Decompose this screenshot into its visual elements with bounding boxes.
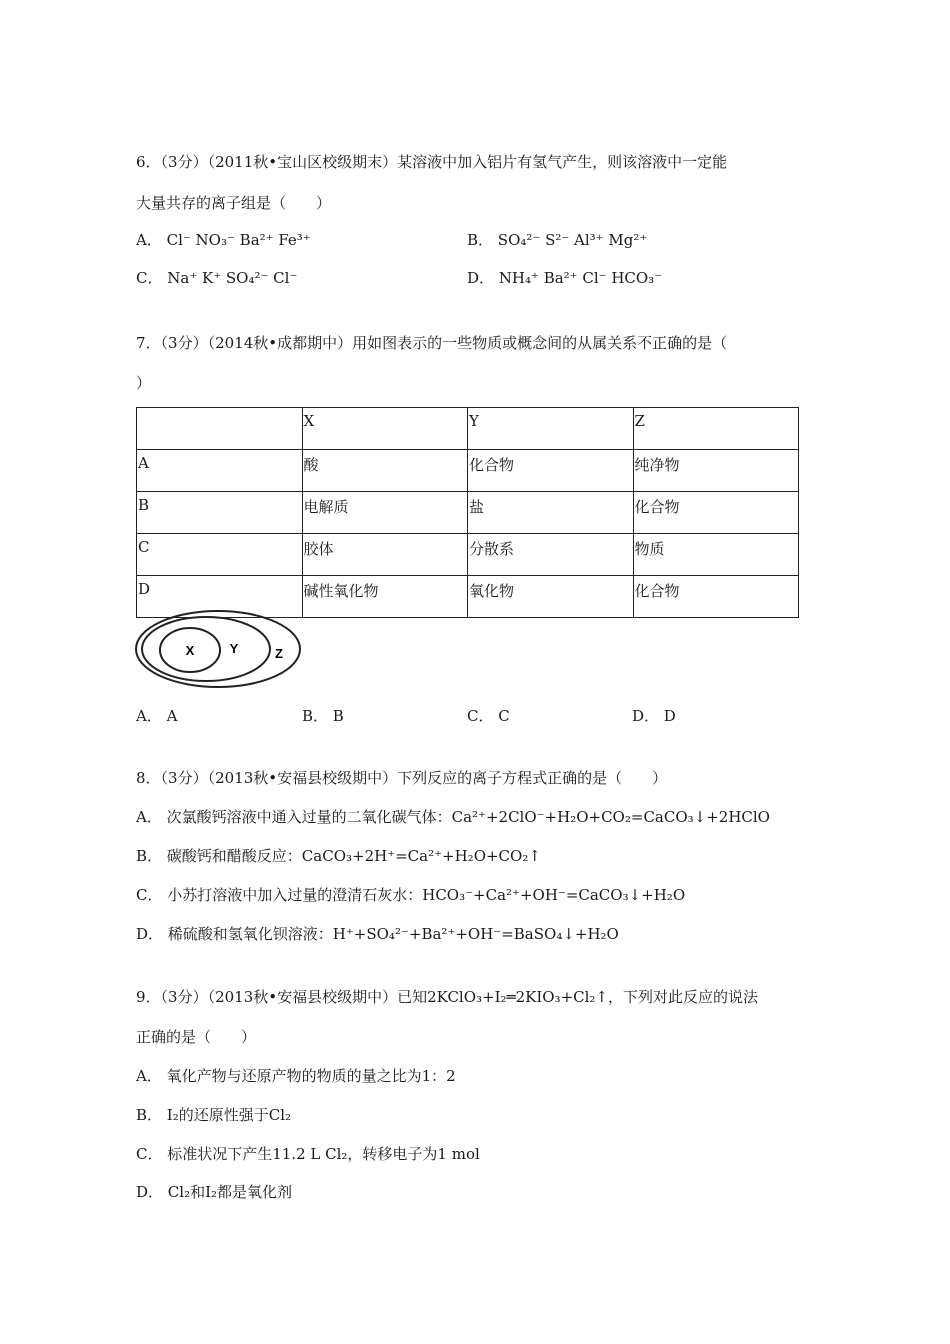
q6-option-d: D． NH₄⁺ Ba²⁺ Cl⁻ HCO₃⁻ — [467, 269, 663, 287]
table-cell: 化合物 — [633, 576, 799, 618]
table-cell: 电解质 — [302, 492, 468, 534]
table-cell: B — [137, 492, 303, 534]
q7-stem-line1: 7．（3分）（2014秋•成都期中）用如图表示的一些物质或概念间的从属关系不正确的是（ — [136, 334, 728, 352]
table-cell: X — [302, 408, 468, 450]
table-cell — [137, 408, 303, 450]
table-cell: 纯净物 — [633, 450, 799, 492]
q8-option-d: D． 稀硫酸和氢氧化钡溶液：H⁺+SO₄²⁻+Ba²⁺+OH⁻=BaSO₄↓+H₂O — [136, 925, 619, 943]
q7-table — [136, 407, 799, 618]
table-cell: A — [137, 450, 303, 492]
q8-stem: 8．（3分）（2013秋•安福县校级期中）下列反应的离子方程式正确的是（ ） — [136, 769, 668, 787]
table-row — [137, 492, 799, 534]
table-row — [137, 534, 799, 576]
venn-label-x: X — [185, 643, 195, 658]
q9-option-b: B． I₂的还原性强于Cl₂ — [136, 1106, 292, 1124]
q6-stem-line2: 大量共存的离子组是（ ） — [136, 194, 332, 212]
venn-middle-ellipse — [142, 617, 270, 681]
q9-stem-line1: 9．（3分）（2013秋•安福县校级期中）已知2KClO₃+I₂═2KIO₃+Cl₂↑，下列对此反应的说法 — [136, 988, 758, 1006]
venn-label-z: Z — [275, 646, 283, 661]
table-cell: D — [137, 576, 303, 618]
q6-option-b: B． SO₄²⁻ S²⁻ Al³⁺ Mg²⁺ — [467, 231, 648, 249]
q7-stem-line2: ） — [136, 374, 152, 392]
table-row — [137, 450, 799, 492]
table-row — [137, 408, 799, 450]
q7-option-d: D． D — [632, 707, 676, 725]
table-cell: 碱性氧化物 — [302, 576, 468, 618]
table-cell: 化合物 — [468, 450, 634, 492]
q8-option-c: C． 小苏打溶液中加入过量的澄清石灰水：HCO₃⁻+Ca²⁺+OH⁻=CaCO₃↓+H₂O — [136, 886, 686, 904]
venn-diagram — [134, 608, 304, 690]
q9-stem-line2: 正确的是（ ） — [136, 1028, 257, 1046]
table-cell: 盐 — [468, 492, 634, 534]
q8-option-a: A． 次氯酸钙溶液中通入过量的二氧化碳气体：Ca²⁺+2ClO⁻+H₂O+CO₂=CaCO₃↓+2HClO — [136, 808, 770, 826]
table-cell: 氧化物 — [468, 576, 634, 618]
venn-label-y: Y — [229, 641, 239, 656]
table-cell: 酸 — [302, 450, 468, 492]
q9-option-d: D． Cl₂和I₂都是氧化剂 — [136, 1183, 293, 1201]
q6-option-a: A． Cl⁻ NO₃⁻ Ba²⁺ Fe³⁺ — [136, 231, 311, 249]
q6-option-c: C． Na⁺ K⁺ SO₄²⁻ Cl⁻ — [136, 269, 298, 287]
q7-option-a: A． A — [136, 707, 178, 725]
table-cell: 胶体 — [302, 534, 468, 576]
q9-option-c: C． 标准状况下产生11.2 L Cl₂，转移电子为1 mol — [136, 1145, 480, 1163]
q8-option-b: B． 碳酸钙和醋酸反应：CaCO₃+2H⁺=Ca²⁺+H₂O+CO₂↑ — [136, 847, 541, 865]
table-cell: Y — [468, 408, 634, 450]
q9-option-a: A． 氧化产物与还原产物的物质的量之比为1：2 — [136, 1067, 456, 1085]
table-cell: 物质 — [633, 534, 799, 576]
q7-option-c: C． C — [467, 707, 510, 725]
table-cell: 化合物 — [633, 492, 799, 534]
table-cell: Z — [633, 408, 799, 450]
q6-stem-line1: 6．（3分）（2011秋•宝山区校级期末）某溶液中加入铝片有氢气产生，则该溶液中一定能 — [136, 153, 728, 171]
table-cell: 分散系 — [468, 534, 634, 576]
table-cell: C — [137, 534, 303, 576]
q7-option-b: B． B — [302, 707, 344, 725]
